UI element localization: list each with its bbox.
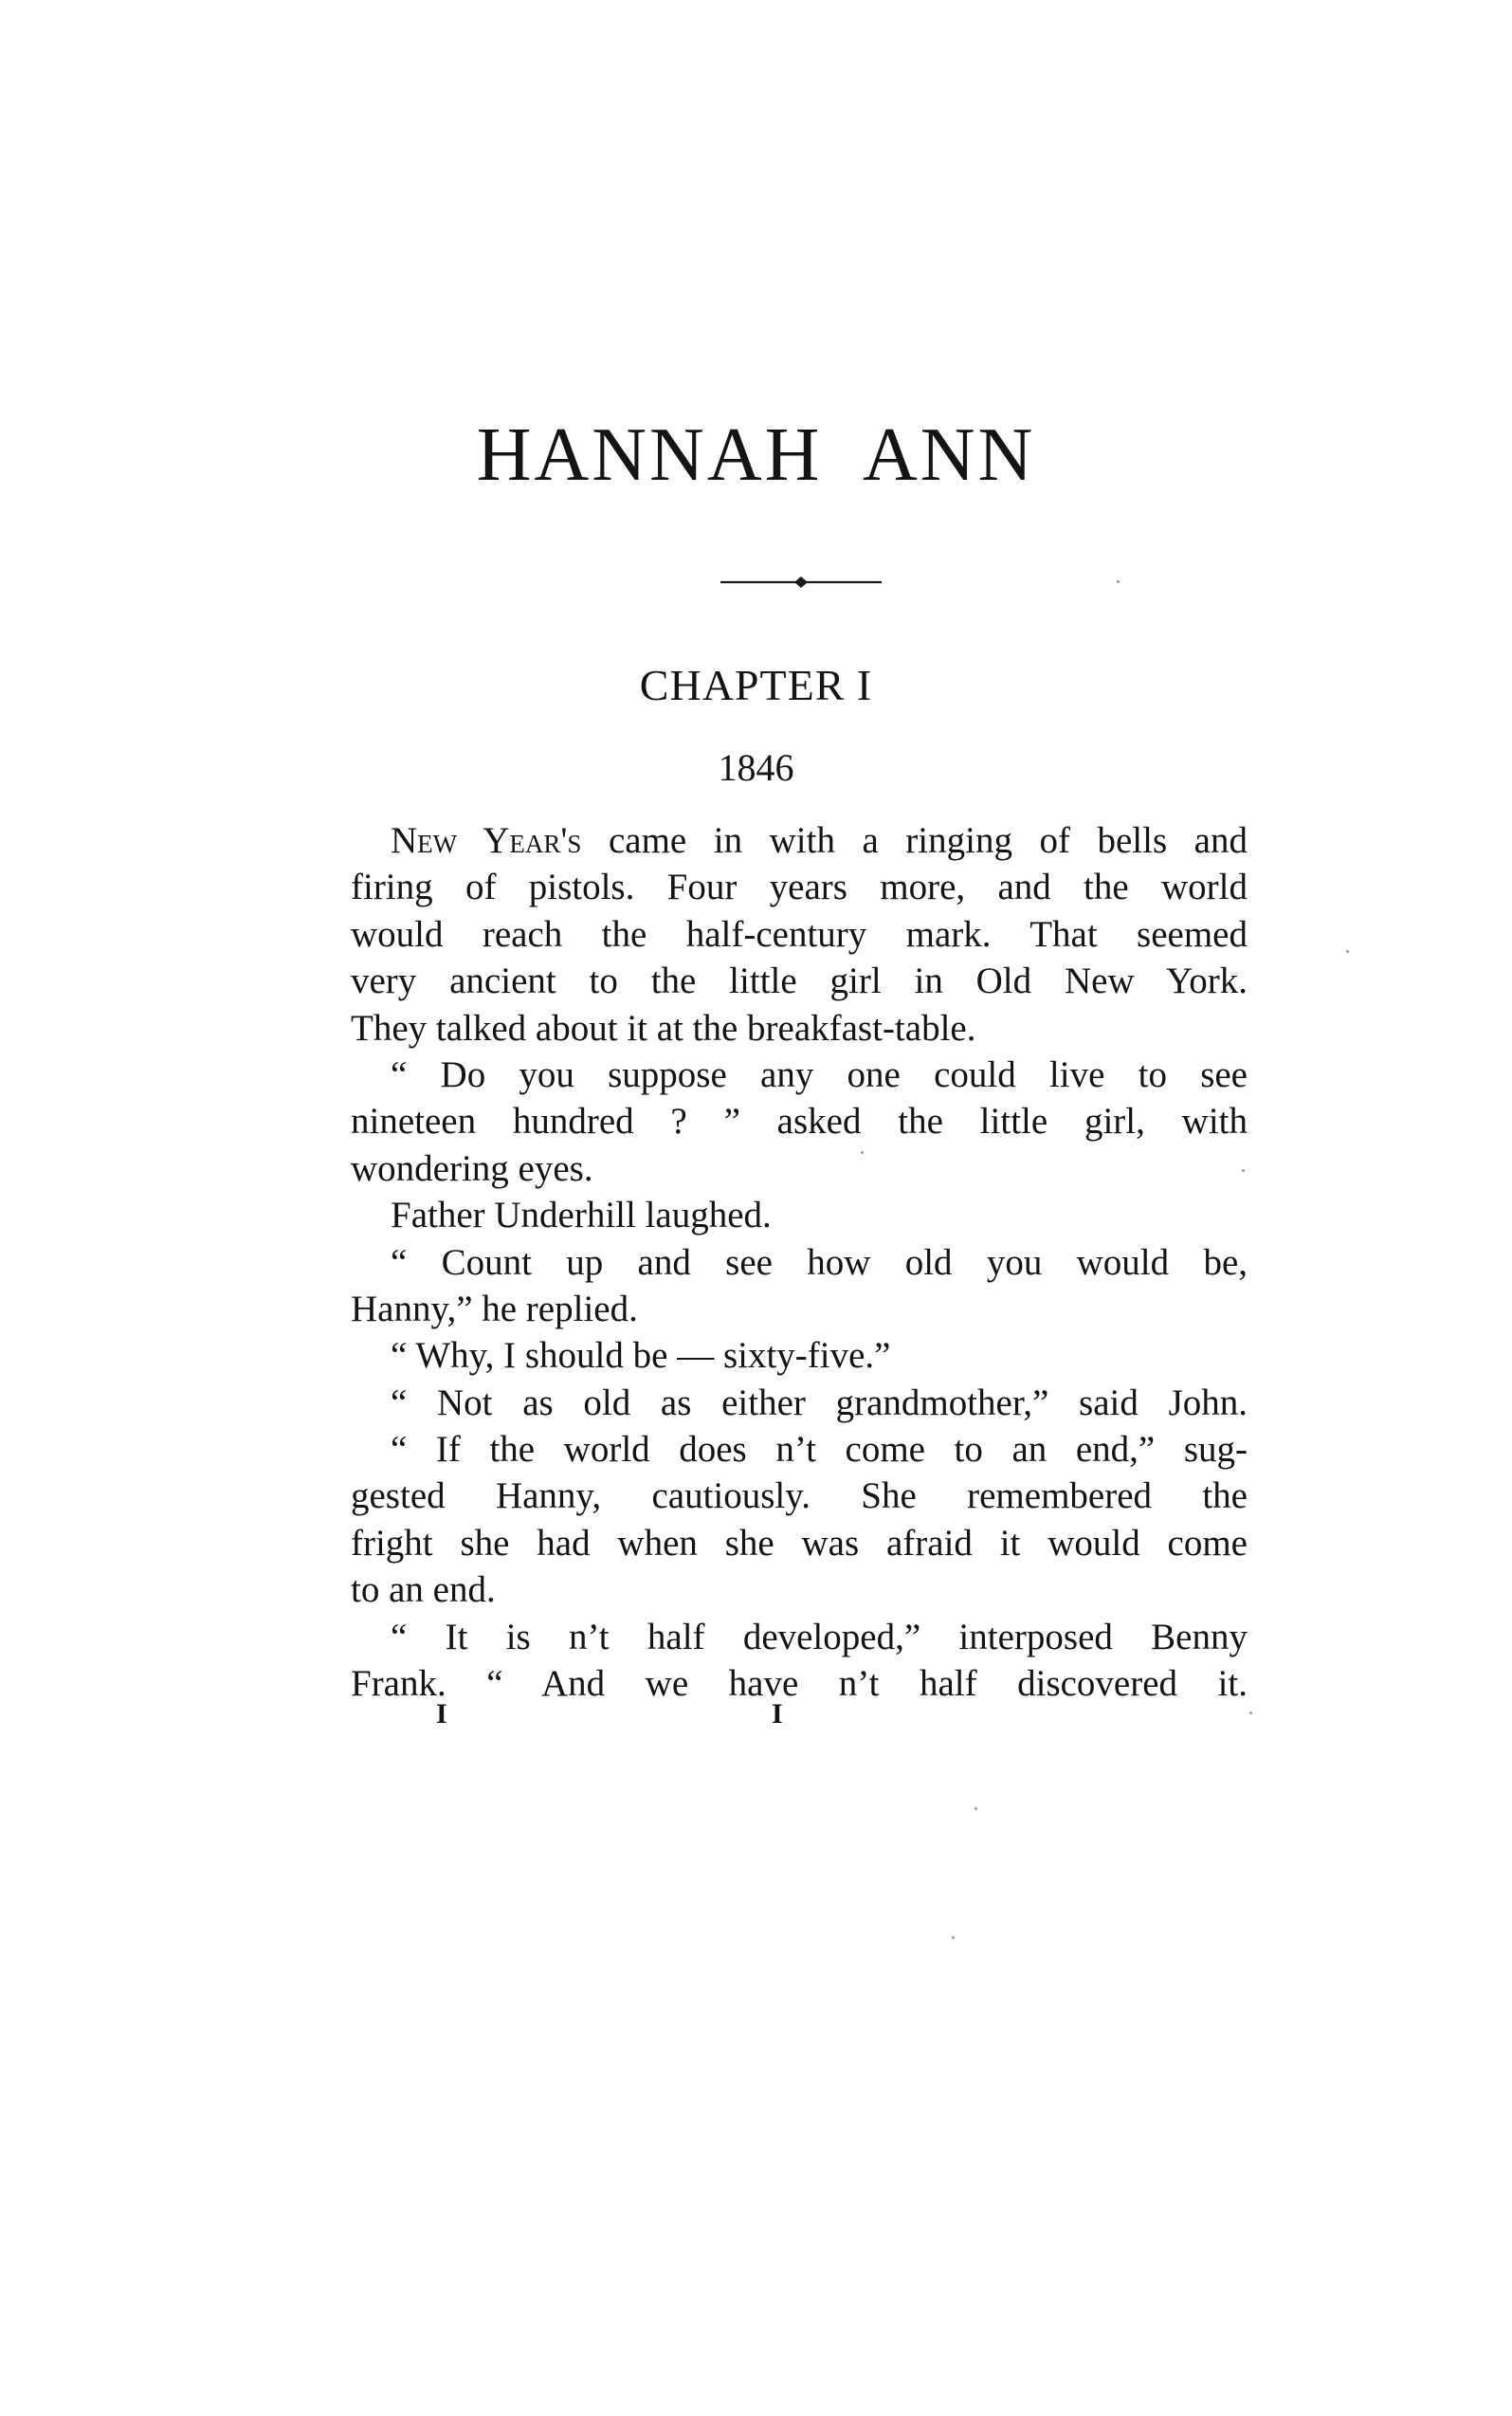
ornament-divider-icon (720, 573, 882, 592)
paragraph-line: Hanny,” he replied. (351, 1288, 638, 1329)
paragraph-line: fright she had when she was afraid it would come (351, 1522, 1248, 1564)
paragraph-line: would reach the half-century mark. That seemed (351, 913, 1248, 955)
paragraph-line: to an end. (351, 1569, 496, 1611)
paragraph-line: gested Hanny, cautiously. She remembered the (351, 1475, 1248, 1517)
paragraph-line: “ It is n’t half developed,” interposed Benny (391, 1616, 1248, 1657)
paragraph-line: They talked about it at the breakfast-table. (351, 1007, 976, 1049)
paper-speck (1346, 950, 1349, 953)
chapter-heading: CHAPTER I (639, 661, 873, 709)
opening-words: New Year's (391, 820, 582, 861)
chapter-body (351, 817, 1248, 1707)
paragraph-line: “ If the world does n’t come to an end,” sug- (391, 1429, 1248, 1471)
opening-line-rest: came in with a ringing of bells and (581, 820, 1248, 861)
paragraph-line (351, 817, 1248, 864)
paragraph-line: very ancient to the little girl in Old New York. (351, 961, 1248, 1002)
book-title: HANNAH ANN (476, 413, 1036, 497)
paper-speck (1117, 580, 1120, 583)
paragraph-line: Frank. “ And we have n’t half discovered it. (351, 1663, 1248, 1705)
paper-speck (1249, 1711, 1252, 1714)
paragraph-line: wondering eyes. (351, 1147, 593, 1189)
paper-speck (1242, 1169, 1245, 1172)
paper-speck (861, 1151, 864, 1154)
paragraph-line: “ Count up and see how old you would be, (391, 1241, 1248, 1283)
signature-mark-left: I (436, 1698, 447, 1730)
paragraph-line: firing of pistols. Four years more, and the world (351, 867, 1248, 908)
chapter-year: 1846 (718, 746, 794, 789)
paper-speck (952, 1936, 955, 1939)
paragraph-line: “ Not as old as either grandmother,” said John. (391, 1382, 1248, 1423)
signature-mark-right: I (772, 1698, 783, 1730)
paper-speck (975, 1807, 977, 1810)
paragraph-line: “ Do you suppose any one could live to see (391, 1053, 1248, 1095)
paragraph-line: “ Why, I should be — sixty-five.” (391, 1335, 891, 1377)
paragraph-line: Father Underhill laughed. (391, 1195, 772, 1236)
paragraph-line: nineteen hundred ? ” asked the little girl, with (351, 1101, 1248, 1143)
